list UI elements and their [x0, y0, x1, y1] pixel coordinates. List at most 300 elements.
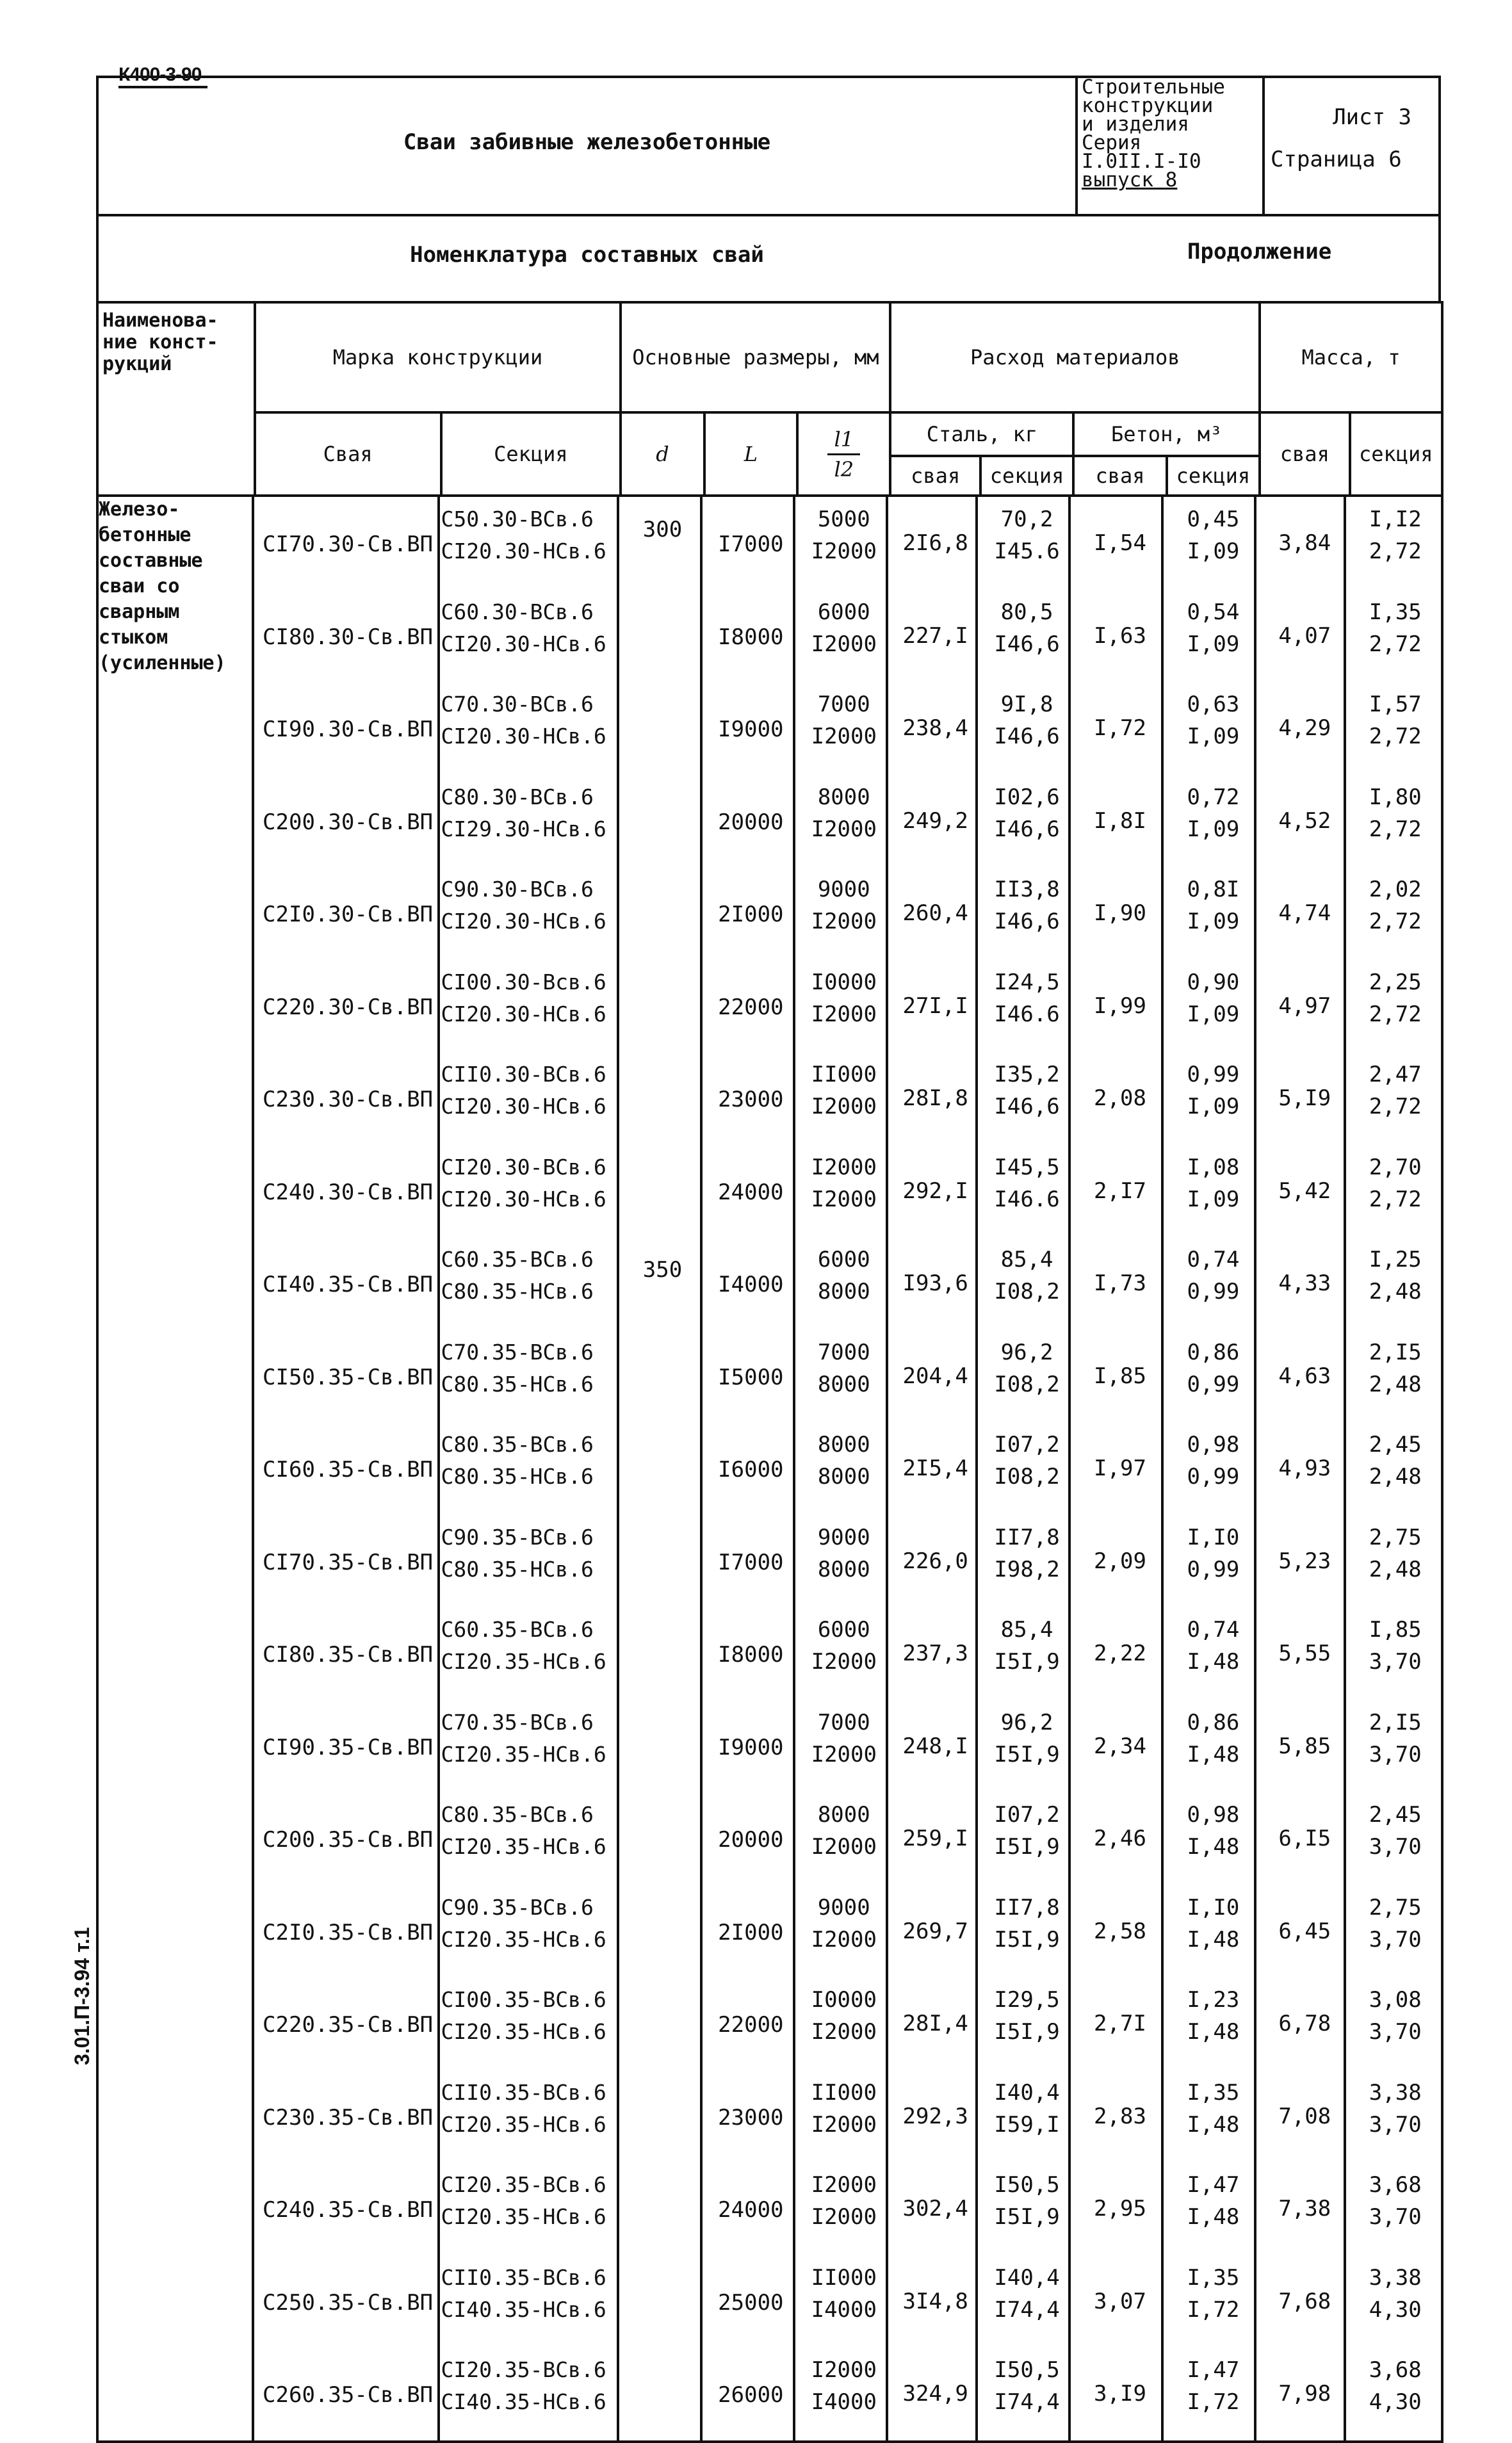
steel-section-line: I5I,9	[994, 1741, 1060, 1767]
mass-section	[1350, 1145, 1443, 1238]
length: I7000	[718, 1549, 784, 1575]
mass-section-line: 2,I5	[1369, 1709, 1422, 1735]
steel-section-line: I08,2	[994, 1464, 1060, 1489]
section-marks-line: СI20.30-НСв.6	[441, 1186, 606, 1212]
mass-section-line: 3,70	[1369, 1649, 1422, 1675]
concrete-pile: I,8I	[1094, 808, 1146, 834]
section-lengths-line: I2000	[811, 724, 877, 749]
section-lengths	[797, 496, 890, 590]
steel-section-line: I40,4	[994, 2264, 1060, 2291]
concrete-section	[1167, 960, 1260, 1053]
concrete-section-line: I,72	[1187, 2296, 1240, 2323]
section-lengths	[797, 960, 890, 1053]
mass-section	[1350, 1052, 1443, 1145]
concrete-pile: 2,95	[1094, 2196, 1146, 2222]
concrete-pile: 2,I7	[1094, 1178, 1146, 1204]
mass-section	[1350, 867, 1443, 960]
mass-section-line: 2,72	[1369, 1094, 1422, 1119]
section-lengths	[797, 1145, 890, 1238]
pile-mark: СI70.30-Св.ВП	[263, 532, 434, 558]
table-row	[97, 867, 1442, 960]
mass-section-line: I,35	[1369, 599, 1422, 625]
steel-section-line: II3,8	[994, 877, 1060, 902]
steel-pile: 3I4,8	[902, 2288, 968, 2314]
header-mass-section: секция	[1350, 412, 1443, 496]
diameter	[621, 2255, 704, 2348]
diameter	[621, 1145, 704, 1238]
concrete-pile: I,97	[1094, 1456, 1146, 1482]
mass-section	[1350, 1607, 1443, 1700]
mass-pile: 5,85	[1278, 1733, 1331, 1759]
mass-section-line: I,I2	[1369, 507, 1422, 532]
series-line: I.0II.I-I0	[1082, 150, 1201, 173]
section-lengths	[797, 1700, 890, 1793]
concrete-section	[1167, 1052, 1260, 1145]
concrete-section-line: I,72	[1187, 2389, 1240, 2415]
pile-mark: С240.35-Св.ВП	[263, 2197, 434, 2223]
diameter	[621, 2163, 704, 2255]
steel-section-line: II7,8	[994, 1524, 1060, 1550]
section-lengths-line: I2000	[811, 1186, 877, 1212]
steel-section-line: I08,2	[994, 1279, 1060, 1304]
pile-mark: СI90.30-Св.ВП	[263, 717, 434, 743]
section-lengths	[797, 1052, 890, 1145]
steel-pile: 248,I	[902, 1733, 968, 1759]
concrete-section-line: I,47	[1187, 2357, 1240, 2383]
section-lengths	[797, 775, 890, 868]
concrete-section-line: I,48	[1187, 1741, 1240, 1767]
section-marks-line: С90.35-ВСв.6	[441, 1894, 594, 1920]
table-caption-block	[96, 214, 1441, 304]
column-divider	[975, 496, 978, 2442]
table-row	[97, 1052, 1442, 1145]
section-lengths-line: 7000	[817, 1339, 870, 1365]
steel-section-line: 96,2	[1000, 1709, 1053, 1735]
section-lengths-line: I2000	[811, 2172, 877, 2198]
concrete-section-line: 0,99	[1187, 1464, 1240, 1489]
section-lengths-line: I2000	[811, 2204, 877, 2230]
steel-section-line: II7,8	[994, 1894, 1060, 1920]
pile-mark: С200.30-Св.ВП	[263, 809, 434, 835]
steel-section-line: I07,2	[994, 1432, 1060, 1457]
concrete-section-line: 0,98	[1187, 1802, 1240, 1828]
steel-section	[980, 1330, 1073, 1423]
section-lengths	[797, 2163, 890, 2255]
section-marks-line: СI20.35-ВСв.6	[441, 2172, 606, 2197]
section-marks	[441, 2163, 621, 2255]
mass-section-line: I,57	[1369, 692, 1422, 717]
section-marks	[441, 590, 621, 683]
mass-section	[1350, 1977, 1443, 2070]
pile-nomenclature-table	[96, 301, 1443, 2443]
steel-section	[980, 1607, 1073, 1700]
section-lengths-line: I2000	[811, 631, 877, 657]
steel-section	[980, 1977, 1073, 2070]
length: 22000	[718, 2012, 784, 2038]
section-lengths-line: I0000	[811, 1987, 877, 2013]
length: 26000	[704, 2348, 797, 2442]
steel-section-line: I40,4	[994, 2079, 1060, 2106]
concrete-section	[1167, 867, 1260, 960]
series-line: выпуск 8	[1082, 168, 1178, 191]
header-section: Секция	[441, 412, 621, 496]
section-marks	[441, 1977, 621, 2070]
section-lengths-line: I2000	[811, 1834, 877, 1860]
section-marks-line: СI00.35-ВСв.6	[441, 1987, 606, 2012]
diameter	[621, 590, 704, 683]
mass-section	[1350, 2070, 1443, 2163]
steel-section	[980, 1792, 1073, 1885]
concrete-pile: 3,I9	[1073, 2348, 1166, 2442]
pile-mark: СI60.35-Св.ВП	[263, 1457, 434, 1483]
steel-section	[980, 496, 1073, 590]
mass-section-line: I,85	[1369, 1617, 1422, 1643]
side-stamp-code: 3.01.П-3.94 т.1	[70, 1927, 93, 2065]
section-lengths-line: 8000	[817, 1371, 870, 1397]
length: 25000	[718, 2289, 784, 2316]
mass-section-line: 2,48	[1369, 1371, 1422, 1397]
steel-section	[980, 2348, 1073, 2442]
pile-mark: С220.30-Св.ВП	[263, 994, 434, 1020]
concrete-section-line: 0,74	[1187, 1247, 1240, 1272]
section-marks-line: С80.30-ВСв.6	[441, 784, 594, 809]
section-lengths	[797, 1237, 890, 1330]
table-row	[97, 1330, 1442, 1423]
section-marks-line: СI20.35-ВСв.6	[441, 2357, 606, 2382]
steel-section	[980, 960, 1073, 1053]
section-marks	[441, 2070, 621, 2163]
mass-pile: 4,52	[1278, 808, 1331, 834]
mass-section-line: 2,72	[1369, 724, 1422, 749]
section-marks	[441, 1330, 621, 1423]
concrete-section-line: I,09	[1187, 816, 1240, 842]
concrete-pile: 2,08	[1094, 1085, 1146, 1112]
section-lengths-line: I2000	[811, 2019, 877, 2045]
table-row	[97, 496, 1442, 590]
steel-section-line: I46,6	[994, 724, 1060, 749]
pile-mark: С2I0.35-Св.ВП	[263, 1919, 434, 1945]
concrete-section-line: 0,98	[1187, 1432, 1240, 1457]
column-divider	[1161, 496, 1164, 2442]
steel-section-line: I46,6	[994, 631, 1060, 657]
concrete-section	[1167, 775, 1260, 868]
header-l2: l2	[834, 457, 854, 482]
mass-section-line: 3,70	[1369, 2204, 1422, 2230]
section-marks	[441, 1700, 621, 1793]
mass-section-line: 3,70	[1369, 2019, 1422, 2045]
section-marks-line: СI20.30-НСв.6	[441, 1001, 606, 1027]
concrete-section	[1167, 590, 1260, 683]
column-divider	[1068, 496, 1071, 2442]
steel-section-line: 85,4	[1000, 1617, 1053, 1643]
section-lengths	[797, 1330, 890, 1423]
page-number: Страница 6	[1271, 147, 1402, 172]
header-dims: Основные размеры, мм	[621, 302, 890, 412]
concrete-section-line: 0,99	[1187, 1371, 1240, 1397]
concrete-section-line: 0,99	[1187, 1556, 1240, 1582]
steel-pile: 260,4	[902, 900, 968, 927]
steel-section-line: I74,4	[994, 2389, 1060, 2415]
mass-pile: 7,38	[1278, 2196, 1331, 2222]
column-divider	[617, 496, 619, 2442]
concrete-section	[1167, 1792, 1260, 1885]
column-divider	[1254, 496, 1256, 2442]
concrete-pile: I,99	[1094, 993, 1146, 1019]
section-lengths	[797, 1515, 890, 1608]
steel-section	[980, 1237, 1073, 1330]
concrete-pile: 2,83	[1094, 2103, 1146, 2129]
steel-section-line: I46,6	[994, 909, 1060, 934]
section-lengths-line: I4000	[811, 2296, 877, 2323]
steel-section	[980, 1422, 1073, 1515]
pile-mark: СI70.35-Св.ВП	[263, 1549, 434, 1575]
pile-mark: С260.35-Св.ВП	[255, 2348, 441, 2442]
mass-pile: 4,33	[1278, 1270, 1331, 1297]
table-row	[97, 1792, 1442, 1885]
concrete-section-line: 0,45	[1187, 507, 1240, 532]
concrete-section-line: I,09	[1187, 909, 1240, 934]
section-lengths	[797, 1977, 890, 2070]
series-line: и изделия	[1082, 113, 1189, 136]
section-marks	[441, 1145, 621, 1238]
mass-section-line: 2,45	[1369, 1432, 1422, 1457]
section-lengths-line: I2000	[811, 816, 877, 842]
section-lengths-line: 6000	[817, 1247, 870, 1272]
steel-pile: 292,3	[902, 2103, 968, 2129]
table-row	[97, 682, 1442, 775]
section-lengths	[797, 867, 890, 960]
concrete-pile: 3,07	[1094, 2288, 1146, 2314]
steel-section-line: I5I,9	[994, 2204, 1060, 2230]
section-marks-line: СI20.30-НСв.6	[441, 539, 606, 564]
steel-pile: 249,2	[902, 808, 968, 834]
section-marks	[441, 1885, 621, 1978]
length: 20000	[718, 809, 784, 835]
column-divider	[437, 496, 440, 2442]
length: I5000	[718, 1364, 784, 1390]
mass-pile: 4,93	[1278, 1456, 1331, 1482]
mass-section-line: 3,68	[1369, 2357, 1422, 2383]
concrete-section-line: I,09	[1187, 539, 1240, 564]
steel-section-line: I24,5	[994, 969, 1060, 995]
steel-section-line: 85,4	[1000, 1247, 1053, 1272]
section-lengths	[797, 2348, 890, 2442]
table-row	[97, 775, 1442, 868]
diameter	[621, 682, 704, 775]
section-marks-line: С80.35-НСв.6	[441, 1556, 594, 1582]
steel-section-line: 96,2	[1000, 1339, 1053, 1365]
steel-section	[980, 1885, 1073, 1978]
mass-section-line: I,25	[1369, 1247, 1422, 1272]
diameter: 350	[642, 1257, 683, 1283]
mass-section-line: 3,38	[1369, 2264, 1422, 2291]
mass-section	[1350, 775, 1443, 868]
header-pile: Свая	[255, 412, 441, 496]
header-concrete-section: секция	[1167, 456, 1260, 496]
series-line: Строительные	[1082, 76, 1225, 99]
section-lengths-line: II000	[811, 1062, 877, 1087]
steel-pile: 259,I	[902, 1826, 968, 1852]
mass-section	[1350, 960, 1443, 1053]
length: 24000	[718, 2197, 784, 2223]
section-lengths-line: 6000	[817, 1617, 870, 1643]
header-name: Наименова-ние конст-рукций	[97, 302, 255, 496]
diameter	[621, 1607, 704, 1700]
mass-section-line: 2,72	[1369, 1186, 1422, 1212]
concrete-section	[1167, 1515, 1260, 1608]
section-marks-line: СI00.30-Всв.6	[441, 969, 606, 994]
steel-pile: 238,4	[902, 715, 968, 742]
diameter	[621, 1515, 704, 1608]
table-row	[97, 1700, 1442, 1793]
concrete-pile: 2,34	[1094, 1733, 1146, 1759]
section-lengths-line: I2000	[811, 2111, 877, 2138]
steel-pile: 28I,4	[902, 2011, 968, 2037]
steel-section-line: I98,2	[994, 1556, 1060, 1582]
section-lengths-line: I2000	[811, 1741, 877, 1767]
column-divider	[700, 496, 703, 2442]
header-concrete: Бетон, м³	[1073, 412, 1260, 456]
column-divider	[1344, 496, 1346, 2442]
steel-section	[980, 2070, 1073, 2163]
mass-section	[1350, 1700, 1443, 1793]
length: I9000	[718, 1734, 784, 1760]
steel-pile: 227,I	[902, 622, 968, 649]
header-d: d	[621, 412, 704, 496]
mass-section-line: 2,48	[1369, 1556, 1422, 1582]
section-marks-line: С60.35-ВСв.6	[441, 1247, 594, 1272]
length: I4000	[718, 1272, 784, 1298]
steel-pile: 226,0	[902, 1548, 968, 1574]
table-row	[97, 2163, 1442, 2255]
concrete-section	[1167, 1422, 1260, 1515]
concrete-section	[1167, 1330, 1260, 1423]
mass-section-line: 3,70	[1369, 1834, 1422, 1860]
header-materials: Расход материалов	[890, 302, 1260, 412]
header-mass-pile: свая	[1260, 412, 1349, 496]
series-line: конструкции	[1082, 94, 1214, 117]
concrete-section	[1167, 1237, 1260, 1330]
table-row	[97, 1607, 1442, 1700]
section-marks-line: СI20.30-НСв.6	[441, 909, 606, 934]
pile-mark: С240.30-Св.ВП	[263, 1179, 434, 1205]
diameter	[621, 1330, 704, 1423]
steel-pile: 324,9	[890, 2348, 980, 2442]
column-divider	[886, 496, 888, 2442]
section-lengths-line: II000	[811, 2079, 877, 2106]
concrete-section-line: I,48	[1187, 2204, 1240, 2230]
section-marks-line: СI20.30-НСв.6	[441, 724, 606, 749]
concrete-section-line: I,09	[1187, 1186, 1240, 1212]
header-steel-pile: свая	[890, 456, 980, 496]
concrete-section	[1167, 1700, 1260, 1793]
section-marks-line: С80.35-ВСв.6	[441, 1802, 594, 1827]
steel-pile: 204,4	[902, 1363, 968, 1389]
mass-section	[1350, 682, 1443, 775]
length: I9000	[718, 717, 784, 743]
section-marks-line: С90.35-ВСв.6	[441, 1524, 594, 1550]
table-row	[97, 1977, 1442, 2070]
section-marks	[441, 1515, 621, 1608]
diameter	[621, 1977, 704, 2070]
section-marks-line: СII0.35-ВСв.6	[441, 2079, 606, 2105]
concrete-section-line: 0,86	[1187, 1709, 1240, 1735]
pile-mark: С220.35-Св.ВП	[263, 2012, 434, 2038]
mass-section-line: 4,30	[1369, 2296, 1422, 2323]
concrete-section-line: I,48	[1187, 1649, 1240, 1675]
section-lengths-line: 8000	[817, 1279, 870, 1304]
mass-section-line: 2,47	[1369, 1062, 1422, 1087]
section-marks	[441, 867, 621, 960]
section-marks	[441, 960, 621, 1053]
steel-section-line: I29,5	[994, 1987, 1060, 2013]
section-lengths	[797, 2070, 890, 2163]
concrete-section-line: I,I0	[1187, 1524, 1240, 1550]
diameter	[621, 2348, 704, 2442]
mass-pile: 4,07	[1278, 622, 1331, 649]
section-marks-line: С60.35-ВСв.6	[441, 1617, 594, 1642]
mass-section-line: I,80	[1369, 784, 1422, 810]
section-marks	[441, 496, 621, 590]
steel-section	[980, 1052, 1073, 1145]
steel-section-line: I46,6	[994, 816, 1060, 842]
steel-section	[980, 1700, 1073, 1793]
table-row	[97, 1145, 1442, 1238]
steel-section	[980, 2163, 1073, 2255]
steel-section-line: I5I,9	[994, 1649, 1060, 1675]
mass-section-line: 2,72	[1369, 816, 1422, 842]
length: 22000	[718, 994, 784, 1020]
steel-section-line: I50,5	[994, 2357, 1060, 2383]
section-lengths-line: I2000	[811, 1154, 877, 1180]
mass-pile: 7,08	[1278, 2103, 1331, 2129]
section-marks-line: С60.30-ВСв.6	[441, 599, 594, 624]
section-lengths-line: I2000	[811, 1094, 877, 1119]
steel-pile: 28I,8	[902, 1085, 968, 1112]
length: 2I000	[718, 1919, 784, 1945]
mass-pile: 4,29	[1278, 715, 1331, 742]
mass-section-line: 2,02	[1369, 877, 1422, 902]
section-marks-line: С50.30-ВСв.6	[441, 507, 594, 532]
mass-section-line: 3,68	[1369, 2172, 1422, 2198]
table-title: Номенклатура составных свай	[410, 242, 764, 268]
steel-pile: 237,3	[902, 1641, 968, 1667]
concrete-section	[1167, 496, 1260, 590]
concrete-section-line: 0,54	[1187, 599, 1240, 625]
pile-mark: СI40.35-Св.ВП	[263, 1272, 434, 1298]
steel-section-line: I74,4	[994, 2296, 1060, 2323]
section-lengths-line: 8000	[817, 1432, 870, 1457]
concrete-section-line: I,48	[1187, 2019, 1240, 2045]
mass-pile: 6,78	[1278, 2011, 1331, 2037]
mass-section	[1350, 1237, 1443, 1330]
section-marks-line: С80.35-НСв.6	[441, 1371, 594, 1397]
length: 23000	[718, 1087, 784, 1113]
pile-mark: С2I0.30-Св.ВП	[263, 902, 434, 928]
pile-mark: СI80.30-Св.ВП	[263, 624, 434, 650]
concrete-pile: I,90	[1094, 900, 1146, 927]
section-lengths	[797, 1607, 890, 1700]
concrete-section-line: 0,72	[1187, 784, 1240, 810]
steel-section-line: I08,2	[994, 1371, 1060, 1397]
section-lengths-line: I2000	[811, 1926, 877, 1952]
concrete-section-line: I,09	[1187, 724, 1240, 749]
table-row	[97, 2348, 1442, 2442]
section-marks-line: С70.30-ВСв.6	[441, 692, 594, 717]
steel-section-line: I35,2	[994, 1062, 1060, 1087]
section-marks-line: С80.35-НСв.6	[441, 1464, 594, 1489]
sheet-number: Лист 3	[1333, 104, 1411, 130]
